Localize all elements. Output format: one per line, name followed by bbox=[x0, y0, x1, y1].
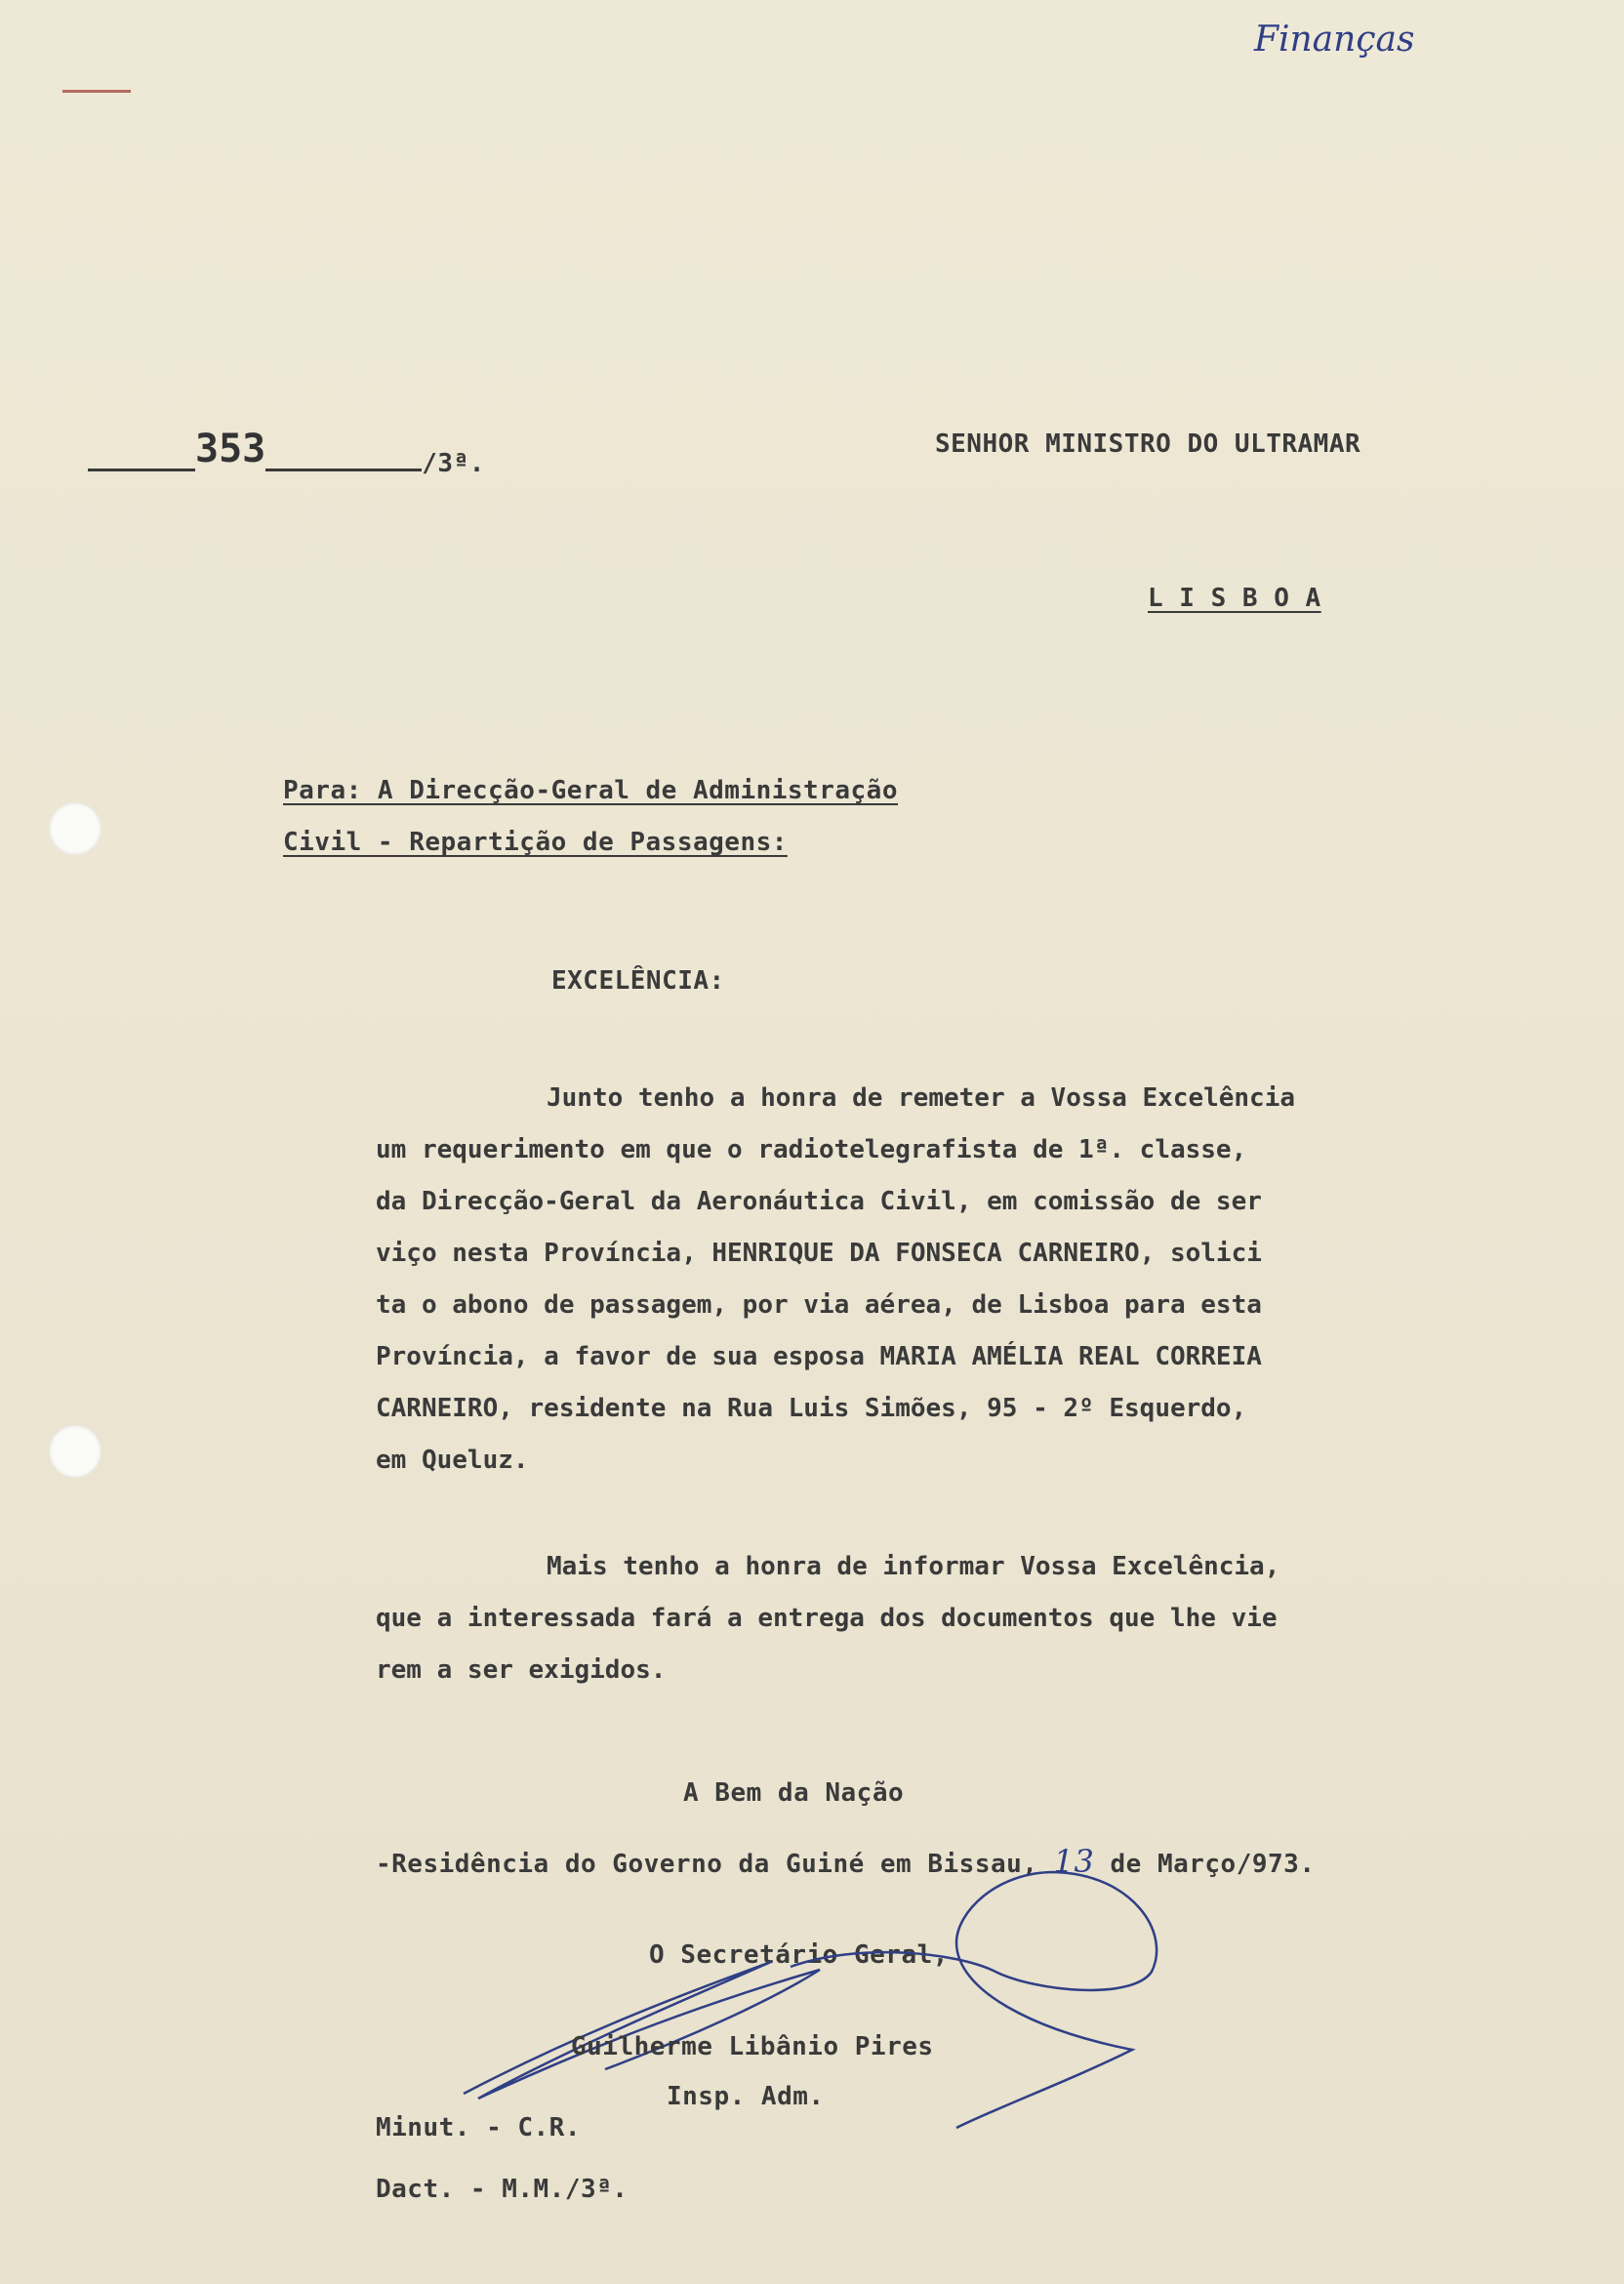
minut-note: Minut. - C.R. bbox=[376, 2113, 581, 2142]
red-pencil-mark bbox=[62, 90, 131, 93]
handwritten-annotation: Finanças bbox=[1254, 20, 1415, 60]
body-line: que a interessada fará a entrega dos documentos que lhe vie bbox=[376, 1604, 1278, 1633]
recipient-city: L I S B O A bbox=[1148, 584, 1321, 613]
body-line: da Direcção-Geral da Aeronáutica Civil, em comissão de ser bbox=[376, 1187, 1262, 1216]
reference-number: 353 bbox=[195, 427, 266, 471]
handwritten-day: 13 bbox=[1053, 1843, 1095, 1880]
body-line: CARNEIRO, residente na Rua Luis Simões, 95 - 2º Esquerdo, bbox=[376, 1394, 1247, 1423]
closing: A Bem da Nação bbox=[683, 1778, 905, 1808]
signer-title: O Secretário Geral, bbox=[649, 1940, 949, 1970]
body-paragraph-2 bbox=[376, 1552, 1498, 1707]
dact-note: Dact. - M.M./3ª. bbox=[376, 2175, 629, 2204]
body-line: um requerimento em que o radiotelegrafista de 1ª. classe, bbox=[376, 1135, 1247, 1164]
body-line: Província, a favor de sua esposa MARIA AMÉLIA REAL CORREIA bbox=[376, 1342, 1262, 1371]
recipient-title: SENHOR MINISTRO DO ULTRAMAR bbox=[935, 429, 1361, 459]
body-line: viço nesta Província, HENRIQUE DA FONSECA CARNEIRO, solici bbox=[376, 1239, 1262, 1268]
salutation: EXCELÊNCIA: bbox=[551, 966, 725, 996]
signer-name: Guilherme Libânio Pires bbox=[571, 2032, 934, 2061]
body-line: em Queluz. bbox=[376, 1446, 529, 1475]
body-line: Junto tenho a honra de remeter a Vossa Excelência bbox=[547, 1083, 1296, 1113]
date-text: de Março/973. bbox=[1110, 1850, 1316, 1879]
body-line: ta o abono de passagem, por via aérea, de Lisboa para esta bbox=[376, 1290, 1262, 1320]
body-line: Mais tenho a honra de informar Vossa Excelência, bbox=[547, 1552, 1280, 1581]
para-line-1: Para: A Direcção-Geral de Administração bbox=[283, 776, 898, 805]
body-paragraph-1 bbox=[376, 1083, 1498, 1497]
punch-hole-bottom bbox=[49, 1425, 102, 1478]
place-text: -Residência do Governo da Guiné em Bissau, bbox=[376, 1850, 1038, 1879]
body-line: rem a ser exigidos. bbox=[376, 1655, 667, 1685]
reference-number-line bbox=[88, 410, 485, 481]
reference-suffix: /3ª. bbox=[422, 449, 485, 478]
punch-hole-top bbox=[49, 802, 102, 855]
signer-role: Insp. Adm. bbox=[667, 2082, 825, 2111]
para-line-2: Civil - Repartição de Passagens: bbox=[283, 828, 788, 857]
